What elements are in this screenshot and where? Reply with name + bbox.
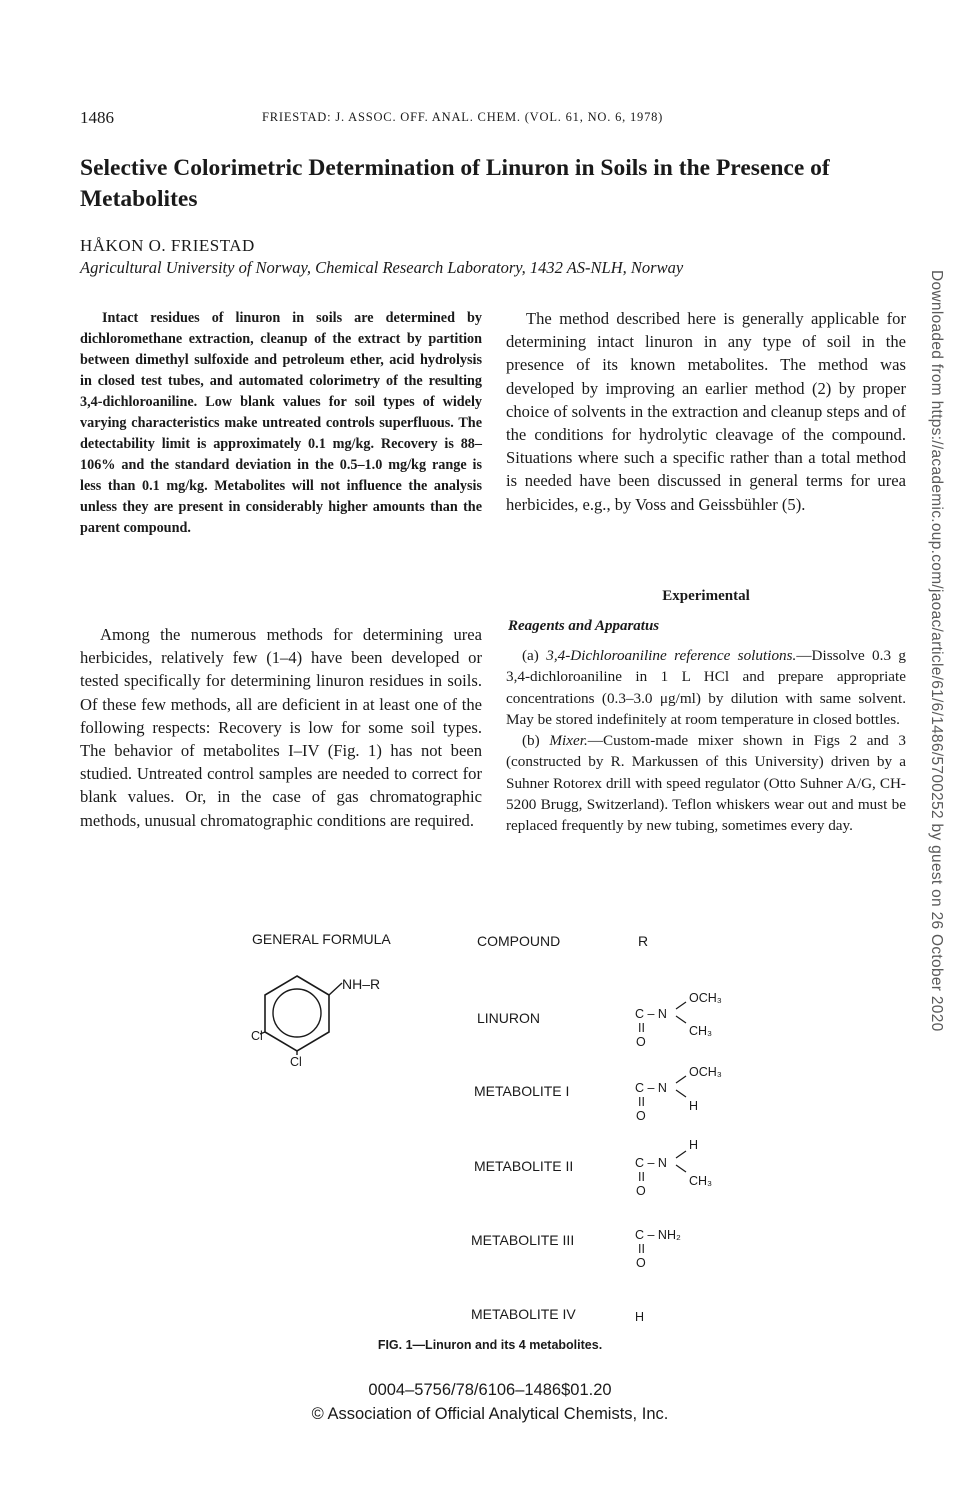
compound-column-header: COMPOUND [477,933,561,949]
intro-paragraph: Among the numerous methods for determining urea herbicides, relatively few (1–4) have been developed or tested specifically for determining linuron residues in soils. Of these few methods, all are deficient in at least one of the following respects: Recovery is low for some soil types. The behavior of metabolites I–IV (Fig. 1) has not been studied. Untreated control samples are needed to correct for blank values. Or, in the case of gas chromatographic methods, unusual chromatographic conditions are required. [80,625,482,830]
copyright-notice: © Association of Official Analytical Chemists, Inc. [311,1405,669,1423]
compound-name-metabolite-2: METABOLITE II [474,1158,574,1174]
chlorine-3: Cl [251,1029,263,1043]
r-lower-linuron: CH₃ [689,1024,713,1038]
compound-name-metabolite-1: METABOLITE I [474,1083,570,1099]
reagent-b-text: —Custom-made mixer shown in Figs 2 and 3 (constructed by R. Markussen of this University) driven by a Suhner Rotorex drill with speed regulator (Otto Suhner A/G, CH-5200 Brugg, Switzerland). Teflon whiskers wear out and must be replaced frequently by new tubing, sometimes every day. [506,732,906,835]
carbonyl-oxygen: O [636,1256,646,1270]
method-paragraph: The method described here is generally applicable for determining intact linuron in any type of soil in the presence of its known metabolites. The method was developed by improving an earlier method (2) by proper choice of solvents in the extraction and cleanup steps and of the conditions for hydrolytic cleavage of the compound. Situations where such a specific rather than a total method is needed have been discussed in general terms for urea herbicides, e.g., by Voss and Geissbühler (5). [506,309,906,514]
download-watermark [918,268,958,1148]
page-number: 1486 [80,108,114,127]
r-column-header: R [638,933,649,949]
double-bond: II [638,1170,645,1184]
double-bond: II [638,1021,645,1035]
carbonyl-oxygen: O [636,1184,646,1198]
author-name: HÅKON O. FRIESTAD [80,236,255,255]
general-formula-label: GENERAL FORMULA [252,931,391,947]
reagent-b [506,730,906,836]
reagent-b-label: (b) [522,732,540,750]
carbonyl-amide: C – N [635,1156,667,1170]
r-upper-linuron: OCH₃ [689,991,722,1005]
ring-substituent: NH–R [342,976,381,992]
article-title: Selective Colorimetric Determination of Linuron in Soils in the Presence of Metabolites [80,155,830,212]
carbonyl-oxygen: O [636,1109,646,1123]
double-bond: II [638,1095,645,1109]
compound-name-metabolite-4: METABOLITE IV [471,1306,576,1322]
compound-name-linuron: LINURON [477,1010,541,1026]
reagents-list [506,645,906,837]
double-bond: II [638,1242,645,1256]
r-lower-metabolite-1: H [689,1099,699,1113]
carbonyl-oxygen: O [636,1035,646,1049]
carbonyl-amide: C – N [635,1081,667,1095]
r-upper-metabolite-1: OCH₃ [689,1065,722,1079]
figure-caption: FIG. 1—Linuron and its 4 metabolites. [377,1338,603,1352]
reagent-a-label: (a) [522,647,539,664]
figure-1 [240,925,760,1370]
article-code: 0004–5756/78/6106–1486$01.20 [368,1381,612,1399]
r-group-metabolite-4: H [635,1310,645,1324]
chlorine-4: Cl [290,1055,302,1069]
carbonyl-amide: C – N [635,1007,667,1021]
benzene-ring [260,976,342,1055]
reagent-a [506,645,906,730]
abstract: Intact residues of linuron in soils are determined by dichloromethane extraction, cleanup of the extract by partition between dimethyl sulfoxide and petroleum ether, acid hydrolysis in closed test tubes, and automated colorimetry of the resulting 3,4-dichloroaniline. Low blank values for soil types of widely varying characteristics make untreated controls superfluous. The detectability limit is approximately 0.1 mg/kg. Recovery is 88–106% and the standard deviation in the 0.5–1.0 mg/kg range is less than 0.1 mg/kg. Metabolites will not influence the analysis unless they are present in considerably higher amounts than the parent compound. [80,310,482,536]
running-head: FRIESTAD: J. ASSOC. OFF. ANAL. CHEM. (VOL. 61, NO. 6, 1978) [262,110,664,124]
carbonyl-amine: C – NH₂ [635,1228,681,1242]
download-watermark-text: Downloaded from https://academic.oup.com/jaoac/article/61/6/1486/5700252 by guest on 26 October 2020 [928,270,945,1032]
r-group-linuron [635,991,722,1049]
r-group-metabolite-3 [635,1228,681,1270]
reagent-a-title: 3,4-Dichloroaniline reference solutions. [546,647,797,664]
reagents-heading: Reagents and Apparatus [508,618,660,634]
reagent-a-text: —Dissolve 0.3 g 3,4-dichloroaniline in 1 L HCl and prepare appropriate concentrations (0.3–3.0 μg/ml) by dilution with same solvent. May be stored indefinitely at room temperature in closed bottles. [506,647,907,728]
compound-name-metabolite-3: METABOLITE III [471,1232,575,1248]
r-group-metabolite-2 [635,1138,712,1198]
author-affiliation: Agricultural University of Norway, Chemical Research Laboratory, 1432 AS-NLH, Norway [80,258,684,277]
r-lower-metabolite-2: CH₃ [689,1174,713,1188]
experimental-heading: Experimental [662,588,750,604]
r-group-metabolite-1 [635,1065,722,1123]
r-upper-metabolite-2: H [689,1138,699,1152]
reagent-b-title: Mixer. [549,732,588,750]
